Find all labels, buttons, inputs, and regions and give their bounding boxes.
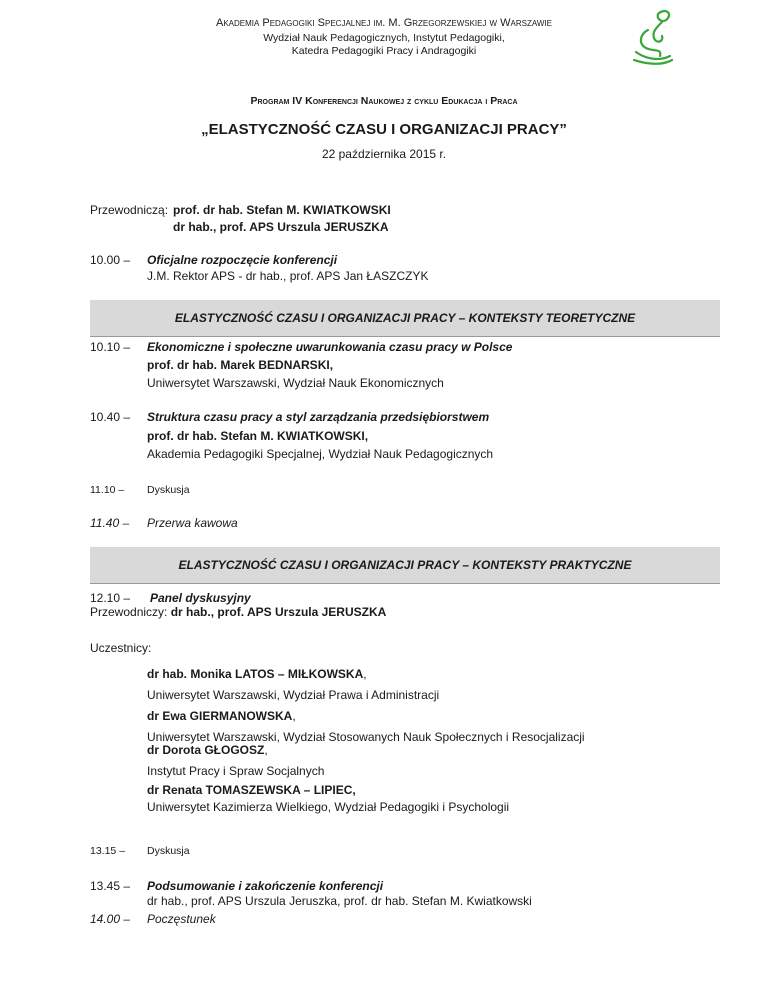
participants-label: Uczestnicy:: [90, 641, 152, 655]
panel-title: Panel dyskusyjny: [150, 591, 251, 605]
participant-affiliation: Instytut Pracy i Spraw Socjalnych: [147, 764, 325, 778]
conference-title: „ELASTYCZNOŚĆ CZASU I ORGANIZACJI PRACY”: [201, 121, 567, 138]
time-slot: 14.00 –: [90, 912, 131, 926]
section-practical-heading: ELASTYCZNOŚĆ CZASU I ORGANIZACJI PRACY – KONTEKSTY PRAKTYCZNE: [90, 547, 720, 583]
institution-name: Akademia Pedagogiki Specjalnej im. M. Grzegorzewskiej w Warszawie: [215, 17, 553, 29]
discussion-label: Dyskusja: [147, 845, 190, 857]
section-theoretical-heading: ELASTYCZNOŚĆ CZASU I ORGANIZACJI PRACY – KONTEKSTY TEORETYCZNE: [90, 300, 720, 336]
participant-affiliation: Uniwersytet Warszawski, Wydział Prawa i Administracji: [147, 688, 440, 702]
participant-affiliation: Uniwersytet Warszawski, Wydział Stosowanych Nauk Społecznych i Resocjalizacji: [147, 730, 585, 744]
program-label: Program IV Konferencji Naukowej z cyklu Edukacja i Praca: [250, 95, 518, 107]
talk-speaker: prof. dr hab. Marek BEDNARSKI,: [147, 358, 334, 372]
time-slot: 10.10 –: [90, 340, 131, 354]
time-opening: 10.00 –: [90, 253, 131, 267]
time-slot: 10.40 –: [90, 410, 131, 424]
time-slot: 11.40 –: [90, 516, 130, 530]
participant-affiliation: Uniwersytet Kazimierza Wielkiego, Wydział Pedagogiki i Psychologii: [147, 800, 510, 814]
discussion-label: Dyskusja: [147, 484, 190, 496]
refreshment-label: Poczęstunek: [147, 912, 216, 926]
aps-logo-icon: [628, 6, 676, 66]
participant-name: dr Dorota GŁOGOSZ,: [147, 743, 268, 757]
faculty-line: Wydział Nauk Pedagogicznych, Instytut Pedagogiki,: [263, 32, 505, 44]
section-divider: [90, 583, 720, 584]
conference-date: 22 października 2015 r.: [321, 147, 447, 161]
department-line: Katedra Pedagogiki Pracy i Andragogiki: [291, 45, 477, 57]
closing-detail: dr hab., prof. APS Urszula Jeruszka, prof. dr hab. Stefan M. Kwiatkowski: [147, 894, 532, 908]
chair-1: prof. dr hab. Stefan M. KWIATKOWSKI: [173, 203, 391, 217]
time-slot: 13.15 –: [90, 845, 126, 857]
chair-2: dr hab., prof. APS Urszula JERUSZKA: [173, 220, 389, 234]
talk-affiliation: Uniwersytet Warszawski, Wydział Nauk Ekonomicznych: [147, 376, 444, 390]
talk-affiliation: Akademia Pedagogiki Specjalnej, Wydział Nauk Pedagogicznych: [147, 447, 494, 461]
closing-title: Podsumowanie i zakończenie konferencji: [147, 879, 384, 893]
time-slot: 12.10 –: [90, 591, 131, 605]
opening-title: Oficjalne rozpoczęcie konferencji: [147, 253, 338, 267]
time-slot: 13.45 –: [90, 879, 131, 893]
section-divider: [90, 336, 720, 337]
opening-detail: J.M. Rektor APS - dr hab., prof. APS Jan ŁASZCZYK: [147, 269, 429, 283]
talk-title: Ekonomiczne i społeczne uwarunkowania czasu pracy w Polsce: [147, 340, 513, 354]
talk-speaker: prof. dr hab. Stefan M. KWIATKOWSKI,: [147, 429, 369, 443]
talk-title: Struktura czasu pracy a styl zarządzania przedsiębiorstwem: [147, 410, 490, 424]
time-slot: 11.10 –: [90, 484, 125, 496]
coffee-break-label: Przerwa kawowa: [147, 516, 238, 530]
chairs-label: Przewodniczą:: [90, 203, 169, 217]
participant-name: dr Renata TOMASZEWSKA – LIPIEC,: [147, 783, 356, 797]
participant-name: dr hab. Monika LATOS – MIŁKOWSKA,: [147, 667, 367, 681]
moderator-line: Przewodniczy: dr hab., prof. APS Urszula JERUSZKA: [90, 605, 387, 619]
participant-name: dr Ewa GIERMANOWSKA,: [147, 709, 296, 723]
